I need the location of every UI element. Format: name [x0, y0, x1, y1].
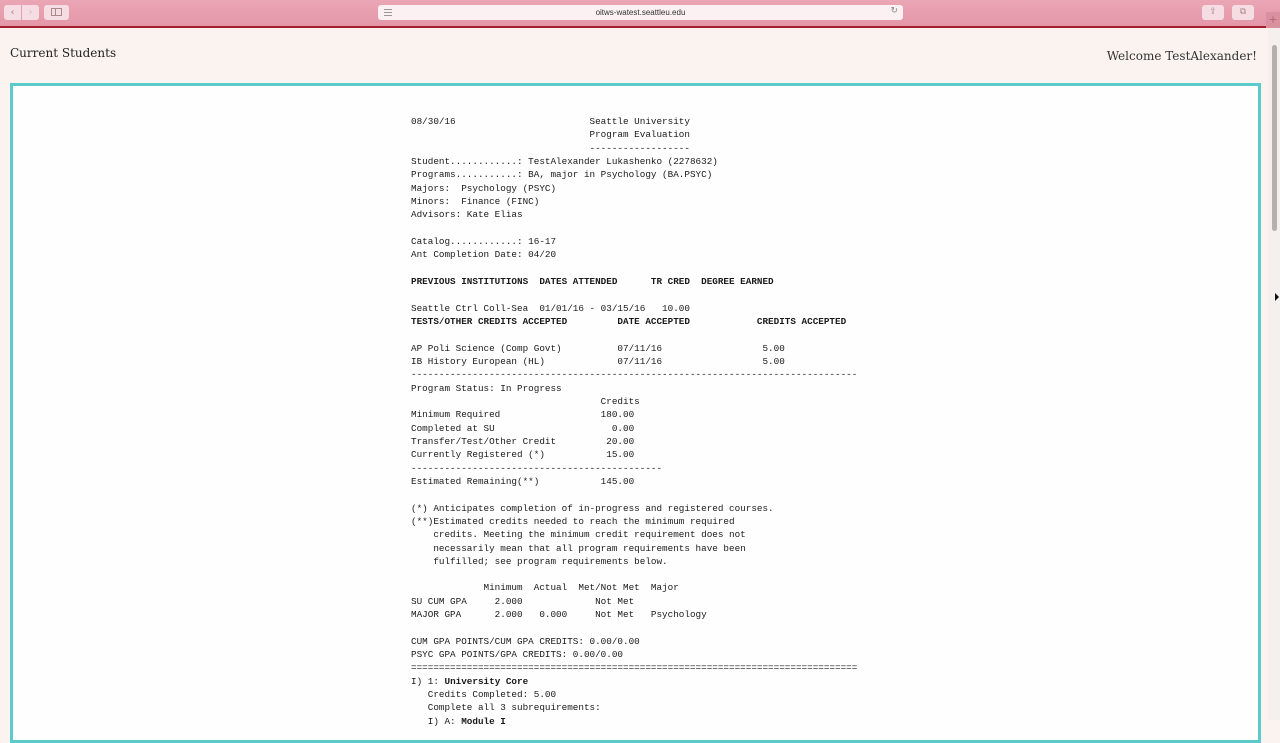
welcome-message: Welcome TestAlexander!: [1106, 49, 1257, 63]
report-line: Credits: [411, 395, 640, 407]
report-line: Completed at SU 0.00: [411, 422, 635, 434]
report-line: ---------------------------------------------: [411, 462, 663, 474]
program-evaluation-report: [411, 115, 857, 728]
requirement-title: University Core: [444, 675, 529, 687]
sidebar-toggle-button[interactable]: [44, 5, 69, 20]
report-line: I) 1: University Core: [411, 675, 529, 687]
report-line: credits. Meeting the minimum credit requirement does not: [411, 529, 746, 541]
report-line: [411, 222, 857, 235]
report-line: (*) Anticipates completion of in-progress and registered courses.: [411, 502, 774, 514]
chevron-left-icon: ‹: [10, 7, 15, 18]
report-line: I) A: Module I: [411, 715, 506, 727]
report-line: TESTS/OTHER CREDITS ACCEPTED DATE ACCEPTED CREDITS ACCEPTED: [411, 315, 847, 327]
browser-toolbar: [0, 0, 1280, 26]
report-line: Transfer/Test/Other Credit 20.00: [411, 435, 635, 447]
share-button[interactable]: [1202, 5, 1224, 20]
new-tab-button[interactable]: [1266, 12, 1280, 28]
show-tabs-button[interactable]: [1232, 5, 1254, 20]
program-evaluation-frame: [10, 83, 1261, 743]
report-line: SU CUM GPA 2.000 Not Met: [411, 595, 635, 607]
report-line: [411, 328, 857, 341]
report-line: Majors: Psychology (PSYC): [411, 182, 557, 194]
report-line: Catalog............: 16-17: [411, 235, 557, 247]
report-line: Complete all 3 subrequirements:: [411, 702, 601, 714]
report-line: fulfilled; see program requirements below.: [411, 555, 668, 567]
report-line: CUM GPA POINTS/CUM GPA CREDITS: 0.00/0.00: [411, 635, 640, 647]
report-line: Minors: Finance (FINC): [411, 195, 540, 207]
report-line: Minimum Required 180.00: [411, 409, 635, 421]
report-line: MAJOR GPA 2.000 0.000 Not Met Psychology: [411, 609, 707, 621]
chevron-right-icon: ›: [28, 7, 33, 18]
report-line: Estimated Remaining(**) 145.00: [411, 475, 635, 487]
report-line: Minimum Actual Met/Not Met Major: [411, 582, 679, 594]
reload-icon[interactable]: ↻: [890, 6, 898, 16]
mouse-cursor: [1275, 293, 1279, 301]
report-line: Student............: TestAlexander Lukashenko (2278632): [411, 155, 718, 167]
back-button[interactable]: [4, 5, 21, 20]
report-line: [411, 262, 857, 275]
report-line: AP Poli Science (Comp Govt) 07/11/16 5.00: [411, 342, 785, 354]
requirement-title: Module I: [461, 715, 506, 727]
report-line: IB History European (HL) 07/11/16 5.00: [411, 355, 785, 367]
scrollbar-thumb[interactable]: [1272, 45, 1277, 231]
report-line: Credits Completed: 5.00: [411, 689, 557, 701]
forward-button[interactable]: [22, 5, 39, 20]
report-line: (**)Estimated credits needed to reach the minimum required: [411, 515, 735, 527]
report-line: --------------------------------------------------------------------------------: [411, 369, 858, 381]
address-bar[interactable]: [378, 5, 903, 20]
report-line: Advisors: Kate Elias: [411, 209, 523, 221]
plus-icon: +: [1268, 13, 1278, 26]
report-line: necessarily mean that all program requirements have been: [411, 542, 746, 554]
report-line: [411, 621, 857, 634]
report-line: Program Evaluation: [411, 129, 690, 141]
accent-divider: [0, 26, 1266, 28]
report-line: ================================================================================: [411, 662, 858, 674]
report-line: Program Status: In Progress: [411, 382, 562, 394]
report-line: Programs...........: BA, major in Psychology (BA.PSYC): [411, 169, 713, 181]
sidebar-icon: [51, 8, 62, 16]
report-line: 08/30/16 Seattle University: [411, 116, 690, 127]
site-title[interactable]: Current Students: [10, 46, 117, 60]
report-line: Seattle Ctrl Coll-Sea 01/01/16 - 03/15/16 10.00: [411, 302, 690, 314]
report-line: ------------------: [411, 142, 690, 154]
report-line: PSYC GPA POINTS/GPA CREDITS: 0.00/0.00: [411, 649, 624, 661]
share-icon: ⇪: [1209, 7, 1217, 17]
tabs-icon: ⧉: [1239, 7, 1247, 17]
report-line: [411, 568, 857, 581]
report-line: [411, 488, 857, 501]
report-line: [411, 288, 857, 301]
report-line: Ant Completion Date: 04/20: [411, 249, 557, 261]
report-line: PREVIOUS INSTITUTIONS DATES ATTENDED TR CRED DEGREE EARNED: [411, 275, 774, 287]
report-line: Currently Registered (*) 15.00: [411, 449, 635, 461]
url-text[interactable]: oitws-watest.seattleu.edu: [595, 8, 686, 17]
